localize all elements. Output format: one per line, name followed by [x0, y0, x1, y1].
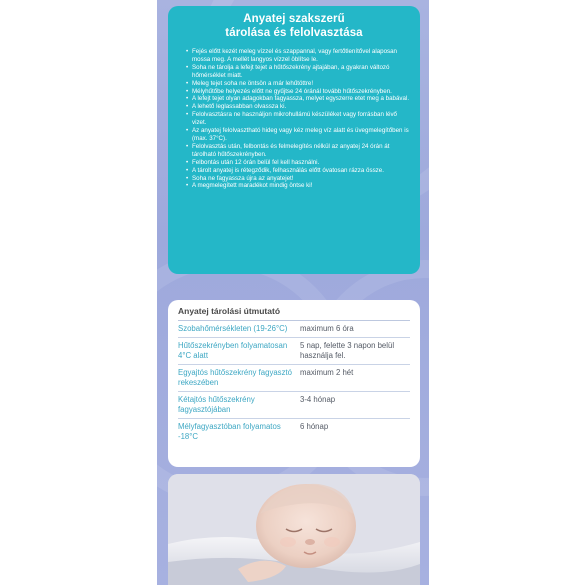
- storage-place: Egyajtós hűtőszekrény fagyasztó rekeszében: [178, 368, 292, 387]
- instruction-item: • Soha ne tárolja a lefejt tejet a hűtőszekrény ajtajában, a gyakran változó hőmérséklet miatt.: [186, 64, 410, 80]
- instructions-card: [168, 6, 420, 274]
- product-leaflet-panel: [157, 0, 429, 585]
- instructions-list: [178, 48, 410, 190]
- sleeping-baby-illustration: [168, 474, 420, 585]
- instruction-item: • A lefejt tejet olyan adagokban fagyassza, melyet egyszerre etet meg a babával.: [186, 95, 410, 103]
- storage-duration: maximum 6 óra: [300, 324, 354, 333]
- instructions-title: [178, 12, 410, 40]
- storage-duration: maximum 2 hét: [300, 368, 354, 377]
- storage-duration: 6 hónap: [300, 422, 329, 431]
- table-row: [178, 320, 410, 337]
- instruction-item: • A megmelegített maradékot mindig öntse ki!: [186, 182, 410, 190]
- sleeping-baby-photo: [168, 474, 420, 585]
- instruction-item: • Felolvasztás után, felbontás és felmelegítés nélkül az anyatej 24 órán át tárolható hűtőszekrényben.: [186, 143, 410, 159]
- table-row: [178, 391, 410, 418]
- storage-place: Mélyfagyasztóban folyamatos -18°C: [178, 422, 281, 441]
- storage-guide-title: Anyatej tárolási útmutató: [178, 306, 281, 316]
- instruction-item: • Fejés előtt kezét meleg vízzel és szappannal, vagy fertőtlenítővel alaposan mossa meg. A mellét langyos vízzel öblítse le.: [186, 48, 410, 64]
- instruction-item: • A tárolt anyatej is rétegződik, felhasználás előtt óvatosan rázza össze.: [186, 167, 410, 175]
- instruction-item: • Meleg tejet soha ne öntsön a már lehűtöttre!: [186, 80, 410, 88]
- table-row: [178, 418, 410, 445]
- instruction-item: • Mélyhűtőbe helyezés előtt ne gyűjtse 24 óránál tovább hűtőszekrényben.: [186, 88, 410, 96]
- storage-guide-card: [168, 300, 420, 467]
- table-row: [178, 337, 410, 364]
- instruction-item: • A lehető leglassabban olvassza ki.: [186, 103, 410, 111]
- instructions-title-line2: tárolása és felolvasztása: [225, 27, 363, 39]
- instructions-title-line1: Anyatej szakszerű: [243, 13, 345, 25]
- storage-duration: 3-4 hónap: [300, 395, 336, 404]
- storage-place: Kétajtós hűtőszekrény fagyasztójában: [178, 395, 255, 414]
- instruction-item: • Az anyatej felolvasztható hideg vagy kéz meleg víz alatt és üvegmelegítőben is (max. 37°C).: [186, 127, 410, 143]
- storage-place: Szobahőmérsékleten (19-26°C): [178, 324, 288, 333]
- storage-place: Hűtőszekrényben folyamatosan 4°C alatt: [178, 341, 288, 360]
- instruction-item: • Soha ne fagyassza újra az anyatejet!: [186, 175, 410, 183]
- instruction-item: • Felbontás után 12 órán belül fel kell használni.: [186, 159, 410, 167]
- table-row: [178, 364, 410, 391]
- instruction-item: • Felolvasztásra ne használjon mikrohullámú készüléket vagy forrásban lévő vizet.: [186, 111, 410, 127]
- storage-duration: 5 nap, felette 3 napon belül használja fel.: [300, 341, 395, 360]
